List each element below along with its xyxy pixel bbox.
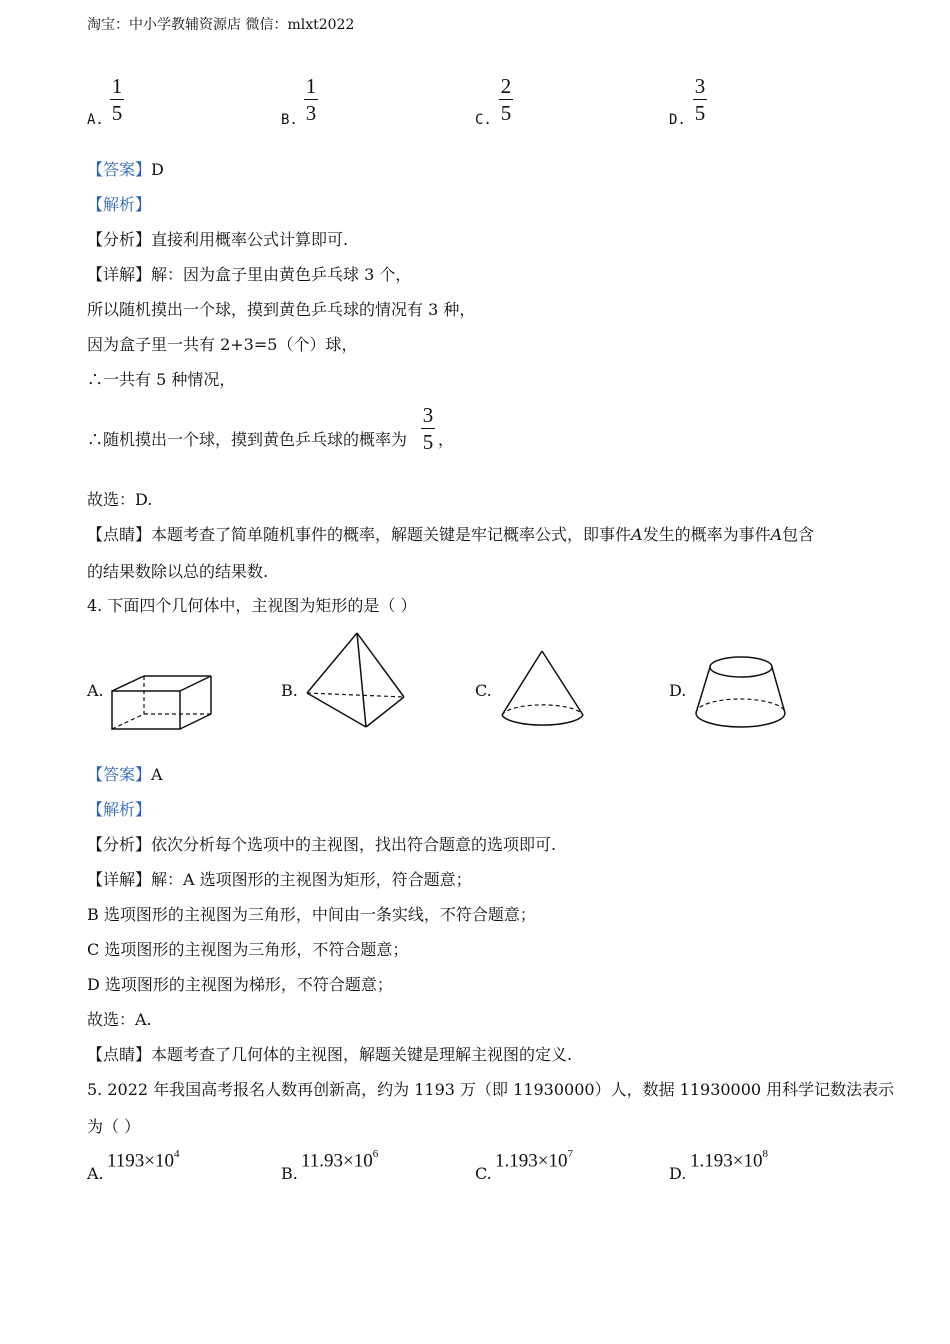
q3-probability-fraction <box>421 403 435 454</box>
comment-text: 发生的概率为事件 <box>642 525 771 544</box>
q4-stem: 4. 下面四个几何体中，主视图为矩形的是（ ） <box>87 596 417 615</box>
q5-option-d-label: D. <box>669 1164 687 1183</box>
pyramid-figure <box>305 630 407 730</box>
q4-comment-line: 【点睛】本题考查了几何体的主视图，解题关键是理解主视图的定义. <box>87 1045 573 1064</box>
denominator: 5 <box>500 101 512 125</box>
q4-text-line: B 选项图形的主视图为三角形，中间由一条实线，不符合题意； <box>87 905 536 924</box>
numerator: 3 <box>422 403 434 427</box>
numerator: 1 <box>305 74 317 98</box>
q3-option-c <box>475 75 492 128</box>
q4-option-c-label: C. <box>475 681 492 700</box>
sci-exponent: 6 <box>372 1148 379 1160</box>
q3-analysis-line: 【分析】直接利用概率公式计算即可. <box>87 230 349 249</box>
q3-option-b <box>281 75 298 128</box>
answer-tag: 【答案】 <box>87 765 152 784</box>
denominator: 3 <box>305 101 317 125</box>
q4-choice-line: 故选：A. <box>87 1010 152 1029</box>
q4-analysis-tag: 【解析】 <box>87 800 152 819</box>
q4-detail-line: 【详解】解：A 选项图形的主视图为矩形，符合题意； <box>87 870 472 889</box>
q3-option-a-fraction <box>110 74 124 125</box>
denominator: 5 <box>422 430 434 454</box>
q3-text-line: 因为盒子里一共有 2+3=5（个）球， <box>87 335 358 354</box>
numerator: 1 <box>111 74 123 98</box>
q5-stem-line-2: 为（ ） <box>87 1117 141 1136</box>
option-letter: B. <box>281 112 298 128</box>
event-variable: A <box>631 525 643 544</box>
option-letter: D. <box>669 112 686 128</box>
q3-choice-line: 故选：D. <box>87 490 153 509</box>
q4-text-line: D 选项图形的主视图为梯形，不符合题意； <box>87 975 393 994</box>
sci-base: 1193×10 <box>107 1150 175 1172</box>
q3-comment-line-2: 的结果数除以总的结果数. <box>87 562 269 581</box>
q4-option-a-label: A. <box>87 681 104 700</box>
q3-probability-comma: ， <box>438 430 455 449</box>
cuboid-figure <box>110 674 214 732</box>
numerator: 3 <box>694 74 706 98</box>
q4-analysis-line: 【分析】依次分析每个选项中的主视图，找出符合题意的选项即可. <box>87 835 557 854</box>
numerator: 2 <box>500 74 512 98</box>
cone-figure <box>500 649 586 729</box>
probability-text: ∴随机摸出一个球，摸到黄色乒乓球的概率为 <box>87 430 408 449</box>
q3-option-d-fraction <box>693 74 707 125</box>
sci-base: 11.93×10 <box>301 1150 373 1172</box>
q5-option-c-label: C. <box>475 1164 492 1183</box>
sci-base: 1.193×10 <box>495 1150 568 1172</box>
q3-option-a <box>87 75 104 128</box>
comment-text: 包含 <box>782 525 815 544</box>
q5-option-a-label: A. <box>87 1164 104 1183</box>
answer-value: A <box>151 765 163 784</box>
q4-answer-line <box>87 765 163 785</box>
q3-comment-line <box>87 525 814 545</box>
denominator: 5 <box>694 101 706 125</box>
sci-exponent: 4 <box>174 1148 180 1160</box>
q3-answer-line <box>87 160 164 180</box>
q5-option-d-value <box>690 1150 768 1172</box>
q5-option-c-value <box>495 1150 573 1172</box>
option-letter: A. <box>87 112 104 128</box>
q5-option-a-value <box>107 1150 180 1172</box>
q3-option-b-fraction <box>304 74 318 125</box>
option-letter: C. <box>475 112 492 128</box>
q4-option-d-label: D. <box>669 681 687 700</box>
q4-text-line: C 选项图形的主视图为三角形，不符合题意； <box>87 940 409 959</box>
event-variable: A <box>770 525 783 544</box>
q3-option-d <box>669 75 686 128</box>
q5-stem-line-1: 5. 2022 年我国高考报名人数再创新高，约为 1193 万（即 11930000）人，数据 11930000 用科学记数法表示 <box>87 1080 895 1099</box>
q3-analysis-tag: 【解析】 <box>87 195 152 214</box>
q3-text-line: ∴一共有 5 种情况， <box>87 370 236 389</box>
frustum-figure <box>694 655 788 731</box>
sci-exponent: 8 <box>762 1148 768 1160</box>
comment-text: 【点睛】本题考查了简单随机事件的概率，解题关键是牢记概率公式，即事件 <box>87 525 632 544</box>
q5-option-b-label: B. <box>281 1164 298 1183</box>
q3-option-c-fraction <box>499 74 513 125</box>
page-header: 淘宝：中小学教辅资源店 微信：mlxt2022 <box>87 17 355 33</box>
denominator: 5 <box>111 101 123 125</box>
q3-probability-line <box>87 430 407 450</box>
q3-detail-line: 【详解】解：因为盒子里由黄色乒乓球 3 个， <box>87 265 412 284</box>
answer-value: D <box>151 160 164 179</box>
q5-option-b-value <box>301 1150 378 1172</box>
q3-text-line: 所以随机摸出一个球，摸到黄色乒乓球的情况有 3 种， <box>87 300 476 319</box>
q4-option-b-label: B. <box>281 681 298 700</box>
answer-tag: 【答案】 <box>87 160 152 179</box>
sci-exponent: 7 <box>567 1148 573 1160</box>
sci-base: 1.193×10 <box>690 1150 763 1172</box>
